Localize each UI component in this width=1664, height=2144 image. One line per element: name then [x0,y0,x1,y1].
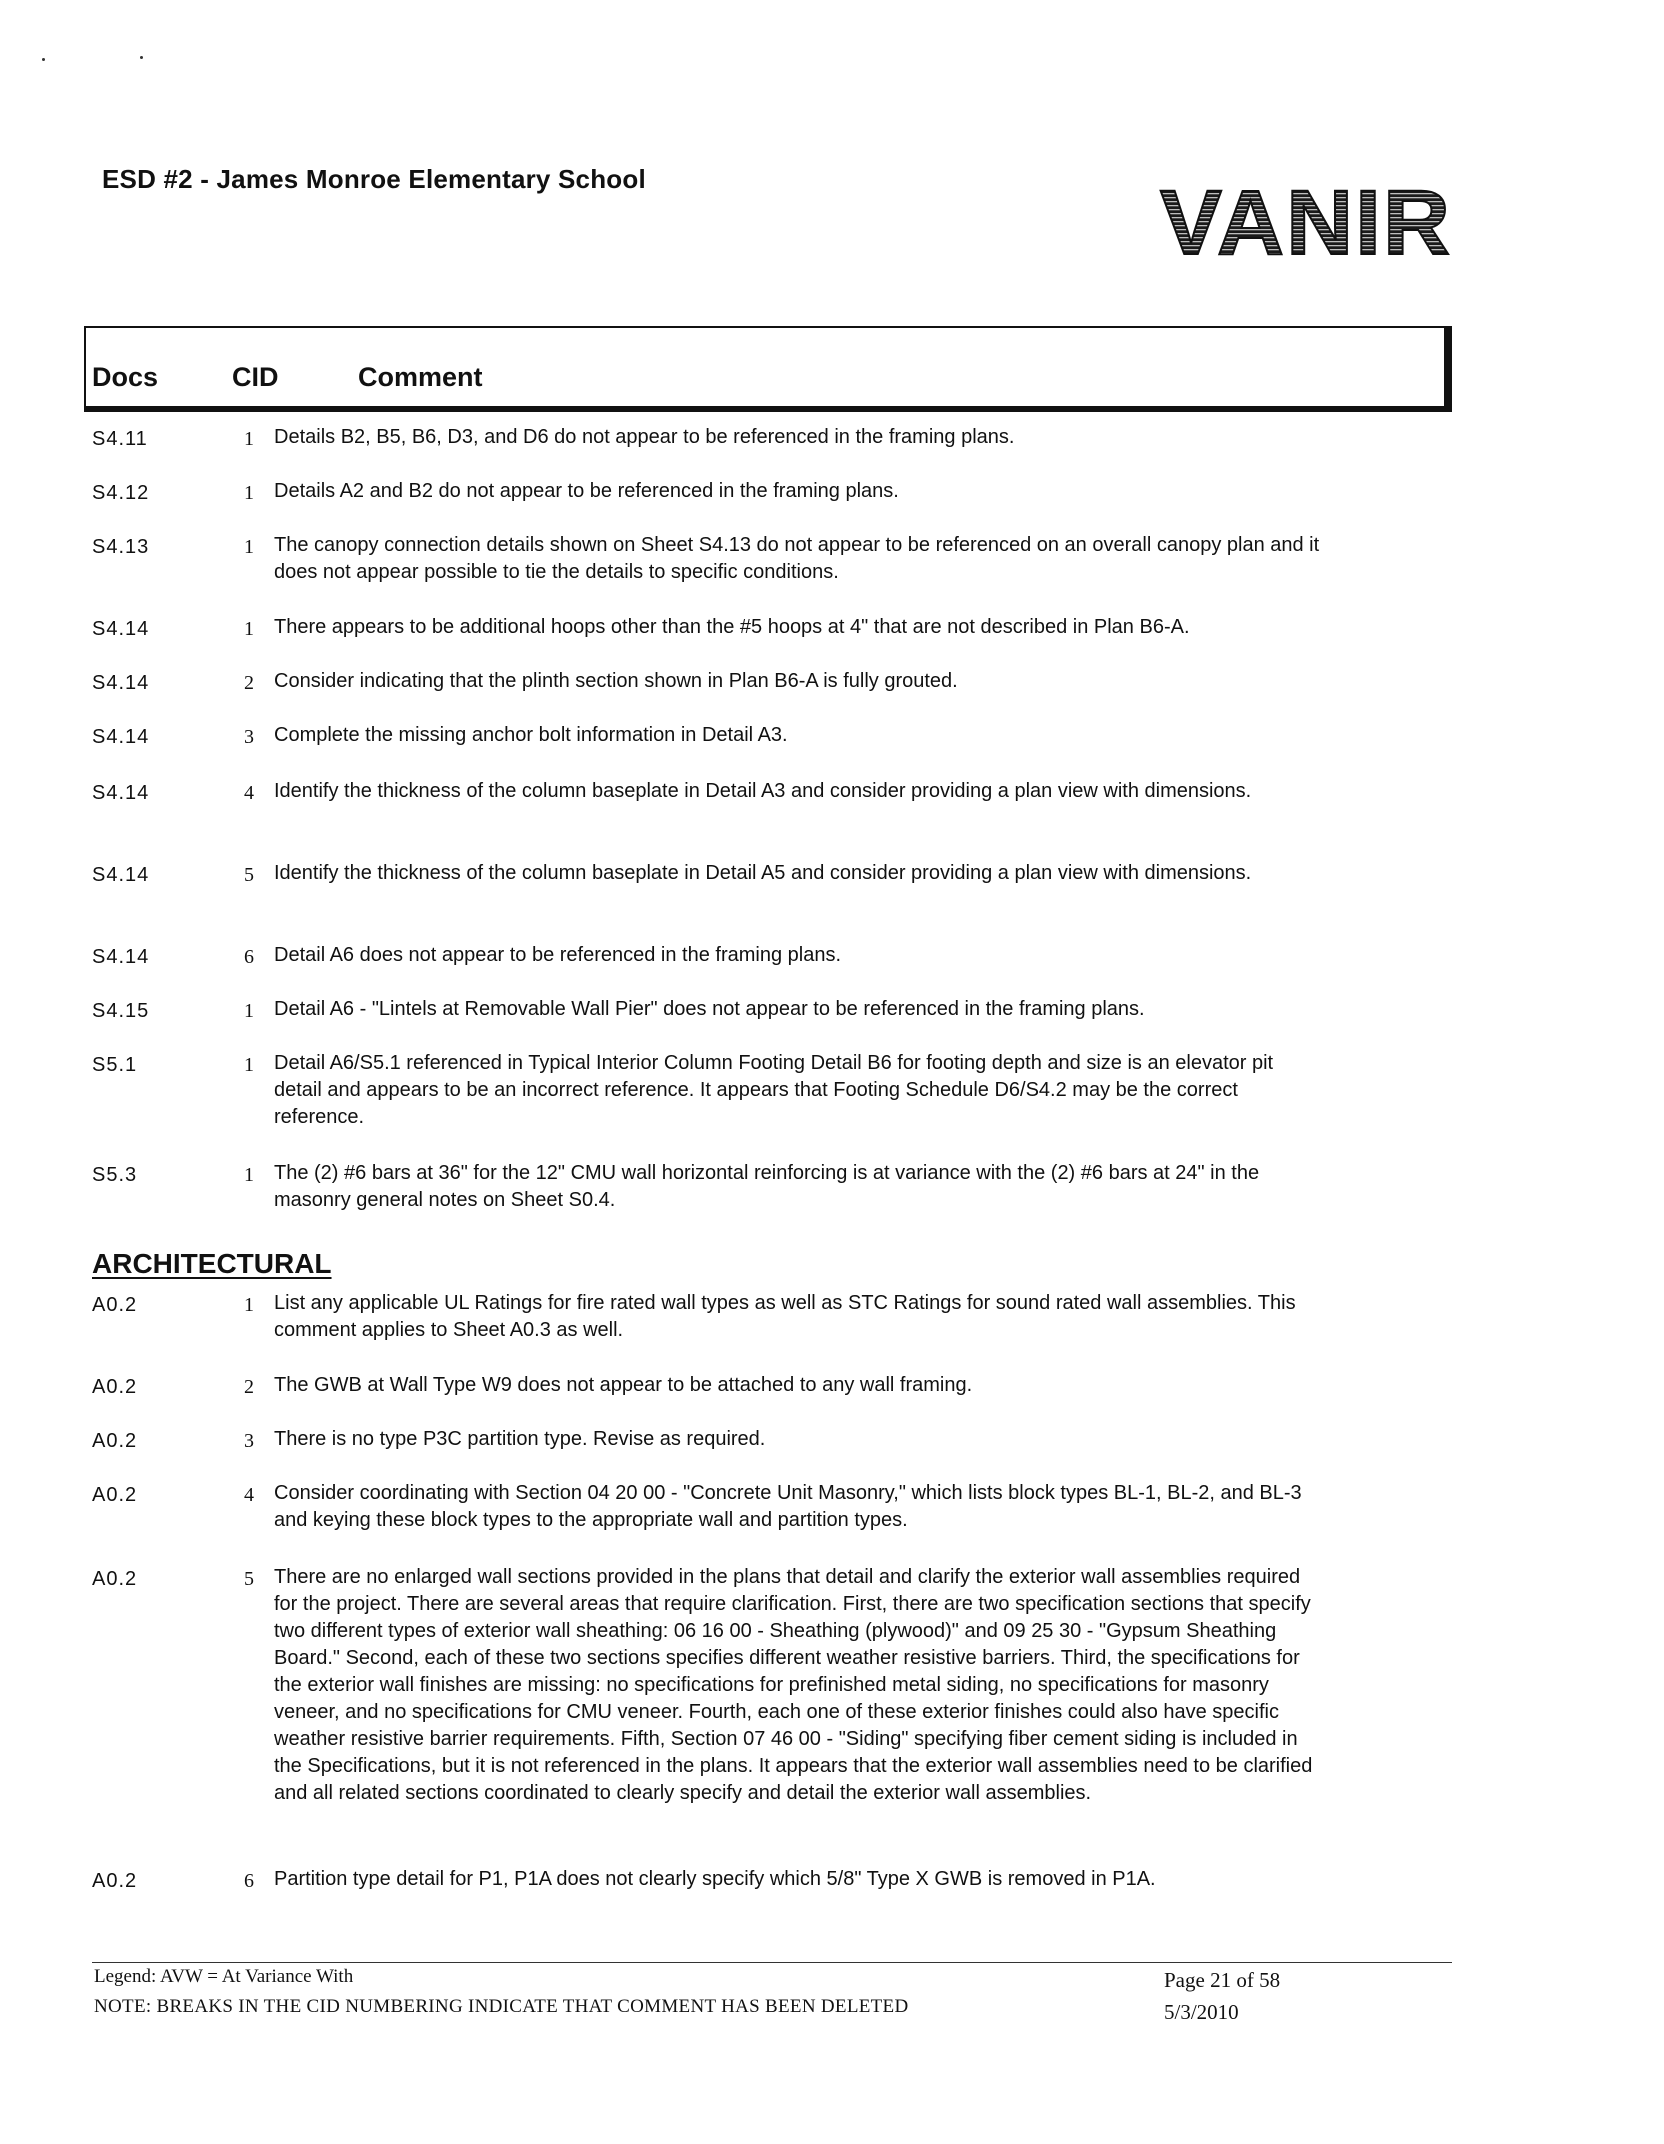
scan-speck [42,58,45,61]
cid-cell: 1 [244,1000,254,1022]
cid-cell: 5 [244,1568,254,1590]
cid-cell: 1 [244,1164,254,1186]
doc-cell: A0.2 [92,1430,138,1452]
doc-cell: S4.14 [92,726,150,748]
doc-cell: A0.2 [92,1870,138,1892]
footer-date: 5/3/2010 [1164,2000,1239,2024]
table-header [84,326,1452,412]
doc-cell: S5.1 [92,1054,138,1076]
comment-cell: Details A2 and B2 do not appear to be referenced in the framing plans. [274,480,899,502]
comment-cell: The canopy connection details shown on Sheet S4.13 do not appear to be referenced on an overall canopy plan and it does not appear possible to tie the details to specific conditions. [274,534,1320,583]
cid-cell: 3 [244,726,254,748]
doc-cell: S4.14 [92,618,150,640]
doc-cell: S5.3 [92,1164,138,1186]
scan-speck [140,56,143,59]
doc-cell: S4.15 [92,1000,150,1022]
comment-cell: There are no enlarged wall sections provided in the plans that detail and clarify the exterior wall assemblies required for the project. There are several areas that require clarification. First, there are two specification sections that specify two different types of exterior wall sheathing: 06 16 00 - Sheathing (plywood)" and 09 25 30 - "Gypsum Sheathing Board." Second, each of these two sections specifies different weather resistive barriers. Third, the specifications for the exterior wall finishes are missing: no specifications for prefinished metal siding, no specifications for masonry veneer, and no specifications for CMU veneer. Fourth, each one of these exterior finishes could also have specific weather resistive barrier requirements. Fifth, Section 07 46 00 - "Siding" specifying fiber cement siding is included in the Specifications, but it is not referenced in the plans. It appears that the exterior wall assemblies need to be clarified and all related sections coordinated to clearly specify and detail the exterior wall assemblies. [274,1566,1313,1804]
comment-cell: There is no type P3C partition type. Revise as required. [274,1428,766,1450]
doc-cell: S4.14 [92,782,150,804]
column-header-comment: Comment [358,362,483,392]
cid-cell: 1 [244,1294,254,1316]
doc-cell: A0.2 [92,1294,138,1316]
doc-cell: S4.12 [92,482,150,504]
cid-cell: 1 [244,618,254,640]
doc-cell: S4.11 [92,428,148,450]
cid-cell: 2 [244,672,254,694]
column-header-cid: CID [232,362,279,392]
cid-cell: 4 [244,782,254,804]
comment-cell: There appears to be additional hoops other than the #5 hoops at 4" that are not described in Plan B6-A. [274,616,1190,638]
cid-cell: 1 [244,1054,254,1076]
comment-cell: Detail A6 - "Lintels at Removable Wall Pier" does not appear to be referenced in the framing plans. [274,998,1145,1020]
comment-cell: Details B2, B5, B6, D3, and D6 do not appear to be referenced in the framing plans. [274,426,1015,448]
comment-cell: Partition type detail for P1, P1A does not clearly specify which 5/8" Type X GWB is removed in P1A. [274,1868,1156,1890]
cid-cell: 1 [244,482,254,504]
footer-note: NOTE: BREAKS IN THE CID NUMBERING INDICATE THAT COMMENT HAS BEEN DELETED [94,1996,909,2017]
comment-cell: Complete the missing anchor bolt information in Detail A3. [274,724,788,746]
cid-cell: 2 [244,1376,254,1398]
footer-legend: Legend: AVW = At Variance With [94,1966,354,1987]
comment-cell: Identify the thickness of the column baseplate in Detail A3 and consider providing a plan view with dimensions. [274,780,1252,802]
comment-cell: The (2) #6 bars at 36" for the 12" CMU wall horizontal reinforcing is at variance with the (2) #6 bars at 24" in the masonry general notes on Sheet S0.4. [274,1162,1260,1211]
doc-cell: A0.2 [92,1568,138,1590]
svg-text:VANIR: VANIR [1160,172,1452,268]
comment-cell: Detail A6 does not appear to be referenced in the framing plans. [274,944,842,966]
comment-cell: Consider indicating that the plinth section shown in Plan B6-A is fully grouted. [274,670,958,692]
doc-cell: S4.14 [92,672,150,694]
section-heading-architectural: ARCHITECTURAL [92,1248,332,1279]
cid-cell: 4 [244,1484,254,1506]
cid-cell: 6 [244,1870,254,1892]
comment-cell: Consider coordinating with Section 04 20 00 - "Concrete Unit Masonry," which lists block types BL-1, BL-2, and BL-3 and keying these block types to the appropriate wall and partition types. [274,1482,1302,1531]
cid-cell: 1 [244,536,254,558]
doc-cell: S4.14 [92,864,150,886]
vanir-logo [1156,168,1456,268]
comment-cell: Detail A6/S5.1 referenced in Typical Interior Column Footing Detail B6 for footing depth and size is an elevator pit detail and appears to be an incorrect reference. It appears that Footing Schedule D6/S4.2 may be the correct reference. [274,1052,1274,1128]
page-number: Page 21 of 58 [1164,1968,1281,1992]
page-title: ESD #2 - James Monroe Elementary School [102,164,646,194]
cid-cell: 1 [244,428,254,450]
comment-cell: List any applicable UL Ratings for fire rated wall types as well as STC Ratings for sound rated wall assemblies. This comment applies to Sheet A0.3 as well. [274,1292,1296,1341]
cid-cell: 3 [244,1430,254,1452]
cid-cell: 6 [244,946,254,968]
footer-divider [92,1962,1452,1963]
comment-cell: Identify the thickness of the column baseplate in Detail A5 and consider providing a plan view with dimensions. [274,862,1252,884]
column-header-docs: Docs [92,362,159,392]
doc-cell: S4.13 [92,536,150,558]
cid-cell: 5 [244,864,254,886]
comment-cell: The GWB at Wall Type W9 does not appear to be attached to any wall framing. [274,1374,973,1396]
doc-cell: S4.14 [92,946,150,968]
doc-cell: A0.2 [92,1376,138,1398]
doc-cell: A0.2 [92,1484,138,1506]
